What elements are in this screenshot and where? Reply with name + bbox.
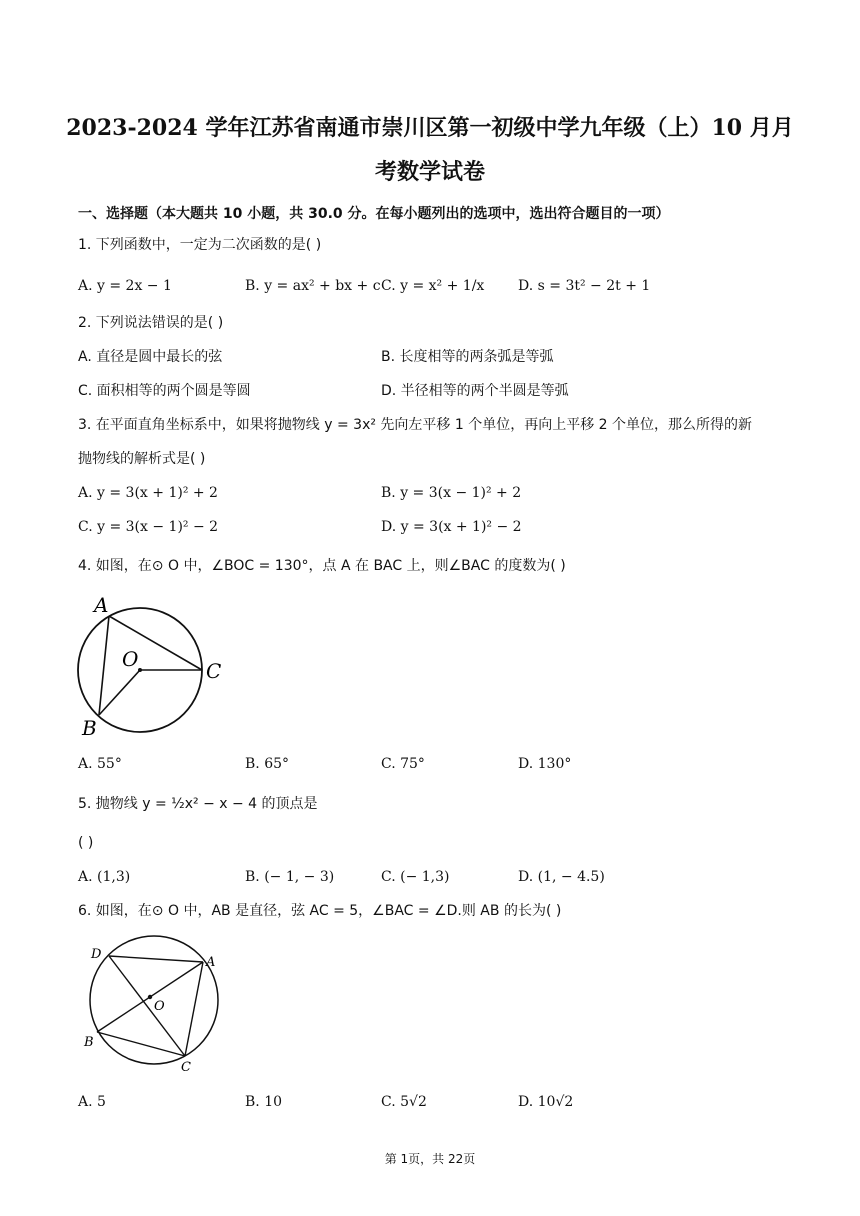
q4-radius-ob xyxy=(99,670,140,715)
q6-option-a: A. 5 xyxy=(78,1094,106,1110)
q4-label-a: A xyxy=(94,593,109,617)
q6-label-a: A xyxy=(206,955,216,970)
q5-option-a: A. (1,3) xyxy=(78,869,131,885)
q3-option-a: A. y = 3(x + 1)² + 2 xyxy=(78,485,218,501)
section-heading: 一、选择题（本大题共 10 小题，共 30.0 分。在每小题列出的选项中，选出符合题目的一项） xyxy=(78,206,670,222)
q4-center-point xyxy=(138,668,142,672)
question-3-stem: 3. 在平面直角坐标系中，如果将抛物线 y = 3x² 先向左平移 1 个单位，再向上平移 2 个单位，那么所得的新 xyxy=(78,417,753,433)
question-3-stem-cont: 抛物线的解析式是( ) xyxy=(78,451,206,467)
q6-label-o: O xyxy=(154,999,165,1014)
question-5-stem: 5. 抛物线 y = ½x² − x − 4 的顶点是 xyxy=(78,796,318,812)
q6-option-d: D. 10√2 xyxy=(518,1094,574,1110)
q3-option-c: C. y = 3(x − 1)² − 2 xyxy=(78,519,219,535)
page-title-line2: 考数学试卷 xyxy=(374,159,485,185)
q5-option-d: D. (1, − 4.5) xyxy=(518,869,605,885)
q1-option-d: D. s = 3t² − 2t + 1 xyxy=(518,278,651,294)
q6-option-c: C. 5√2 xyxy=(381,1094,427,1110)
q6-chord-ac xyxy=(185,962,203,1056)
q6-label-d: D xyxy=(91,947,102,962)
question-1-stem: 1. 下列函数中，一定为二次函数的是( ) xyxy=(78,237,322,253)
q4-label-o: O xyxy=(122,647,139,671)
q2-option-d: D. 半径相等的两个半圆是等弧 xyxy=(381,383,569,399)
q4-option-d: D. 130° xyxy=(518,756,572,772)
q6-label-c: C xyxy=(181,1060,191,1075)
q3-option-d: D. y = 3(x + 1)² − 2 xyxy=(381,519,522,535)
question-4-stem: 4. 如图，在⊙ O 中，∠BOC = 130°，点 A 在 BAC 上，则∠BAC 的度数为( ) xyxy=(78,558,566,574)
q4-label-b: B xyxy=(82,716,97,740)
page-footer: 第 1页，共 22页 xyxy=(384,1152,476,1166)
q4-label-c: C xyxy=(206,659,222,683)
q6-chord-dc xyxy=(109,956,185,1056)
q6-option-b: B. 10 xyxy=(245,1094,283,1110)
q4-chord-ab xyxy=(99,616,109,715)
page-title-line1: 2023-2024 学年江苏省南通市崇川区第一初级中学九年级（上）10 月月 xyxy=(66,115,794,141)
q2-option-b: B. 长度相等的两条弧是等弧 xyxy=(381,349,554,365)
q4-option-b: B. 65° xyxy=(245,756,290,772)
q6-label-b: B xyxy=(84,1035,94,1050)
q2-option-c: C. 面积相等的两个圆是等圆 xyxy=(78,383,251,399)
question-5-stem-cont: ( ) xyxy=(78,835,94,851)
question-6-stem: 6. 如图，在⊙ O 中，AB 是直径，弦 AC = 5，∠BAC = ∠D.则 AB 的长为( ) xyxy=(78,903,562,919)
q2-option-a: A. 直径是圆中最长的弦 xyxy=(78,349,223,365)
q5-option-b: B. (− 1, − 3) xyxy=(245,869,335,885)
q4-option-c: C. 75° xyxy=(381,756,425,772)
q6-center-point xyxy=(148,995,152,999)
q1-option-c: C. y = x² + 1/x xyxy=(381,278,485,294)
q4-circle-figure xyxy=(70,590,230,740)
q5-option-c: C. (− 1,3) xyxy=(381,869,450,885)
question-2-stem: 2. 下列说法错误的是( ) xyxy=(78,315,224,331)
q4-option-a: A. 55° xyxy=(78,756,122,772)
q6-chord-bc xyxy=(97,1032,185,1056)
q1-option-b: B. y = ax² + bx + c xyxy=(245,278,381,294)
q3-option-b: B. y = 3(x − 1)² + 2 xyxy=(381,485,522,501)
q6-chord-da xyxy=(109,956,203,962)
q6-circle-figure xyxy=(78,930,238,1080)
q1-option-a: A. y = 2x − 1 xyxy=(78,278,172,294)
